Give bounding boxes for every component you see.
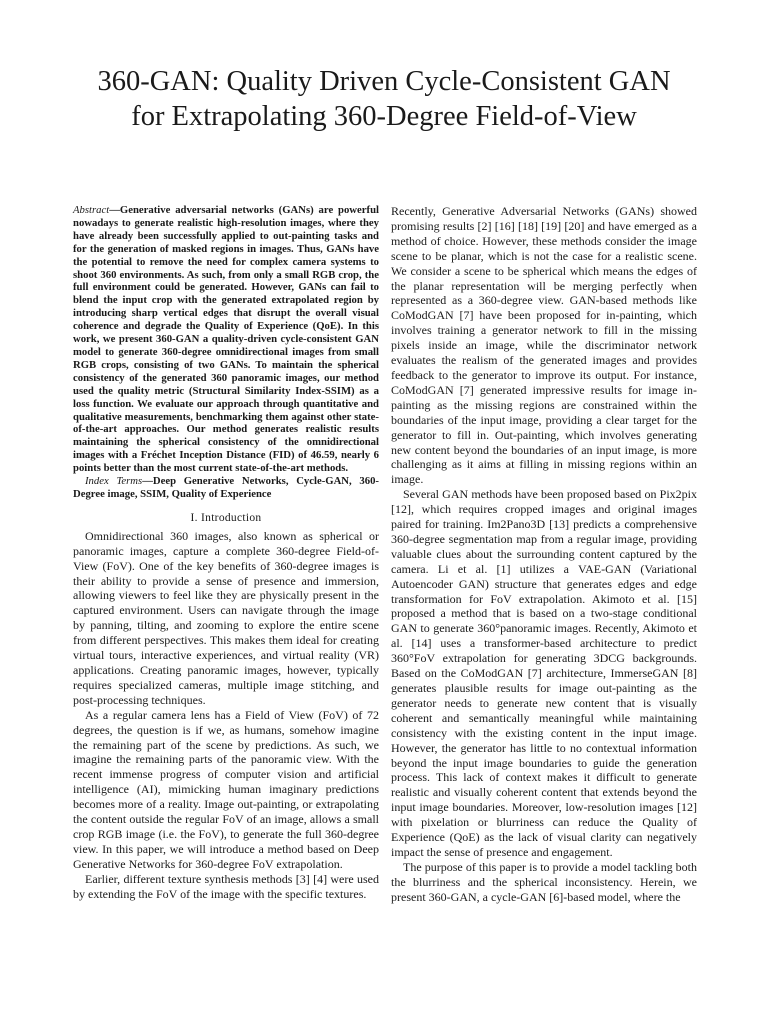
left-column — [73, 204, 379, 902]
right-column — [391, 204, 697, 905]
index-terms-label: Index Terms — [85, 475, 143, 488]
title-line-1: 360-GAN: Quality Driven Cycle-Consistent GAN — [97, 66, 671, 97]
index-terms — [73, 475, 379, 501]
abstract-text: —Generative adversarial networks (GANs) are powerful nowadays to generate realistic high-resolution images, where they have already been successfully applied to out-painting tasks and for the generation of masked regions in images. Thus, GANs have the potential to remove the need for complex camera systems to shoot 360 environments. As such, from only a small RGB crop, the full environment could be generated. However, GANs can fail to blend the input crop with the generated extrapolated region by introducing sharp vertical edges that disrupt the overall visual coherence and degrade the Quality of Experience (QoE). In this work, we present 360-GAN a quality-driven cycle-consistent GAN model to generate 360-degree omnidirectional images from small RGB crops, consisting of two GANs. To maintain the spherical consistency of the generated 360 panoramic images, our method used the quality metric (Structural Similarity Index-SSIM) as a loss function. We evaluate our approach through quantitative and qualitative measurements, benchmarking them against other state-of-the-art approaches. Our method generates realistic results maintaining the spherical consistency of the omnidirectional images with a Fréchet Inception Distance (FID) of 46.59, nearly 6 points better than the most current state-of-the-art methods. — [73, 204, 379, 475]
abstract-label: Abstract — [73, 204, 110, 216]
paper-title — [40, 64, 728, 134]
intro-paragraph-4: Recently, Generative Adversarial Networks (GANs) showed promising results [2] [16] [18] [19] [20] and have emerged as a method of choice. However, these methods consider the image scene to be planar, which is not the case for a realistic scene. We consider a scene to be spherical which means the edges of the planar representation will be merging perfectly when represented as a 360-degree view. GAN-based methods like CoModGAN [7] have been proposed for in-painting, which involves training a generator network to fill in the missing pixels inside an image, while the discriminator network evaluates the realism of the generated images and provides feedback to the generator to improve its output. For instance, CoModGAN [7] generated impressive results for image in-painting as the missing regions are constrained within the boundaries of the input image, providing a clear target for the generator to fill in. Out-painting, which involves generating new content beyond the boundaries of an input image, is more challenging as it aims at filling in missing regions within an image. — [391, 204, 697, 487]
intro-paragraph-3: Earlier, different texture synthesis methods [3] [4] were used by extending the FoV of the image with the specific textures. — [73, 871, 379, 901]
intro-paragraph-2: As a regular camera lens has a Field of View (FoV) of 72 degrees, the question is if we, as humans, somehow imagine the remaining part of the scene by predictions. As such, we imagine the remaining parts of the panoramic view. With the recent immense progress of computer vision and artificial intelligence (AI), mimicking human imaginary predictions becomes more of a reality. Image out-painting, or extrapolating the content outside the regular FoV of an image, allows a small crop RGB image (i.e. the FoV), to generate the full 360-degree view. In this paper, we will introduce a method based on Deep Generative Networks for 360-degree FoV extrapolation. — [73, 707, 379, 871]
index-terms-text: —Deep Generative Networks, Cycle-GAN, 360-Degree image, SSIM, Quality of Experience — [73, 475, 379, 500]
intro-paragraph-1: Omnidirectional 360 images, also known as spherical or panoramic images, capture a complete 360-degree Field-of-View (FoV). One of the key benefits of 360-degree images is their ability to provide a sense of presence and immersion, allowing viewers to feel like they are physically present in the captured environment. Users can navigate through the image by panning, tilting, and zooming to explore the entire scene from different perspectives. This makes them ideal for creating virtual tours, interactive experiences, and virtual reality (VR) applications. Creating panoramic images, however, typically requires specialized cameras, multiple image stitching, and post-processing techniques. — [73, 528, 379, 707]
title-line-2: for Extrapolating 360-Degree Field-of-View — [131, 101, 637, 132]
intro-paragraph-6: The purpose of this paper is to provide a model tackling both the blurriness and the spherical inconsistency. Herein, we present 360-GAN, a cycle-GAN [6]-based model, where the — [391, 859, 697, 904]
section-heading-introduction: I. Introduction — [190, 511, 262, 524]
abstract — [73, 204, 379, 475]
intro-paragraph-5: Several GAN methods have been proposed based on Pix2pix [12], which requires cropped images and original images paired for training. Im2Pano3D [13] predicts a comprehensive 360-degree segmentation map from a regular image, providing valuable clues about the surrounding content captured by the camera. Li et al. [1] utilizes a VAE-GAN (Variational Autoencoder GAN) structure that generates edges and edge transformation for FoV extrapolation. Akimoto et al. [15] proposed a method that is based on a two-stage conditional GAN to generate 360°panoramic images. Recently, Akimoto et al. [14] uses a transformer-based architecture to predict 360°FoV extrapolation for generating 3DCG backgrounds. Based on the CoModGAN [7] architecture, ImmerseGAN [8] generates plausible results for image out-painting as the generator needs to generate new content that is visually coherent and semantically meaningful while maintaining consistency with the existing content in the input image. However, the generator has little to no contextual information beyond the input image boundaries to guide the generation process. This lack of context makes it difficult to generate realistic and visually coherent content that extends beyond the input image boundaries. Moreover, low-resolution images [12] with pixelation or blurriness can reduce the Quality of Experience (QoE) as the lack of visual clarity can negatively impact the sense of presence and engagement. — [391, 487, 697, 859]
